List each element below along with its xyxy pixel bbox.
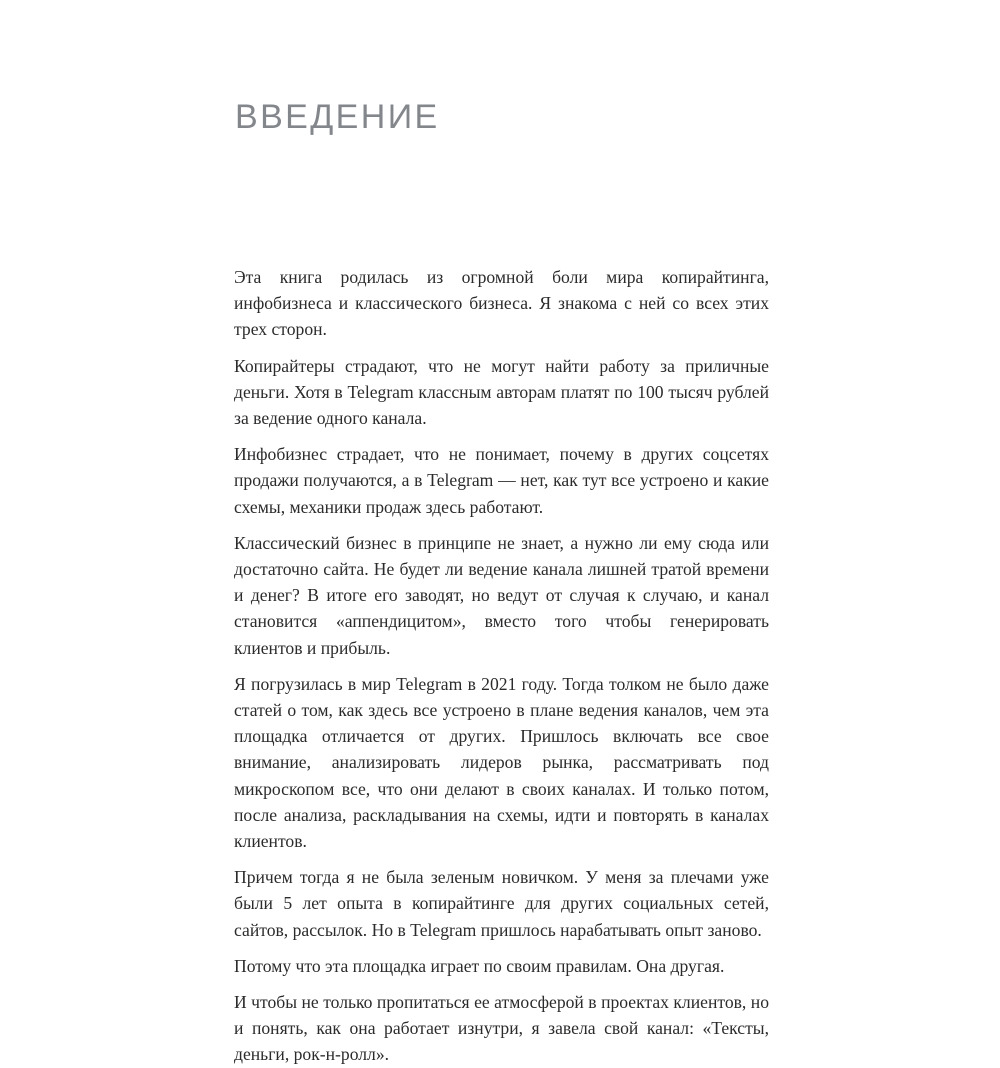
body-paragraph: Я погрузилась в мир Telegram в 2021 году. Тогда толком не было даже статей о том, как здесь все устроено в плане ведения каналов, чем эта площадка отличается от других. Пришлось включать все свое внимание, анализировать лидеров рынка, рассматривать под микроскопом все, что они делают в своих каналах. И только потом, после анализа, раскладывания на схемы, идти и повторять в каналах клиентов. <box>234 673 769 852</box>
body-paragraph: Копирайтеры страдают, что не могут найти работу за приличные деньги. Хотя в Telegram классным авторам платят по 100 тысяч рублей за ведение одного канала. <box>234 355 769 429</box>
body-paragraph: И чтобы не только пропитаться ее атмосферой в проектах клиентов, но и понять, как она работает изнутри, я завела свой канал: «Тексты, деньги, рок-н-ролл». <box>234 992 769 1065</box>
body-paragraph: Классический бизнес в принципе не знает, а нужно ли ему сюда или достаточно сайта. Не будет ли ведение канала лишней тратой времени и денег? В итоге его заводят, но ведут от случая к случаю, и канал становится «аппендицитом», вместо того чтобы генерировать клиентов и прибыль. <box>234 532 769 658</box>
body-paragraph: Причем тогда я не была зеленым новичком. У меня за плечами уже были 5 лет опыта в копирайтинге для других социальных сетей, сайтов, рассылок. Но в Telegram пришлось нарабатывать опыт заново. <box>234 867 769 940</box>
body-paragraph: Потому что эта площадка играет по своим правилам. Она другая. <box>234 955 725 976</box>
body-paragraph: Эта книга родилась из огромной боли мира копирайтинга, инфобизнеса и классического бизнеса. Я знакома с ней со всех этих трех сторон. <box>234 267 769 340</box>
page-title: ВВЕДЕНИЕ <box>235 98 440 136</box>
body-paragraph: Инфобизнес страдает, что не понимает, почему в других соцсетях продажи получаются, а в Telegram — нет, как тут все устроено и какие схемы, механики продаж здесь работают. <box>234 444 769 517</box>
body-text-column <box>234 264 769 1068</box>
